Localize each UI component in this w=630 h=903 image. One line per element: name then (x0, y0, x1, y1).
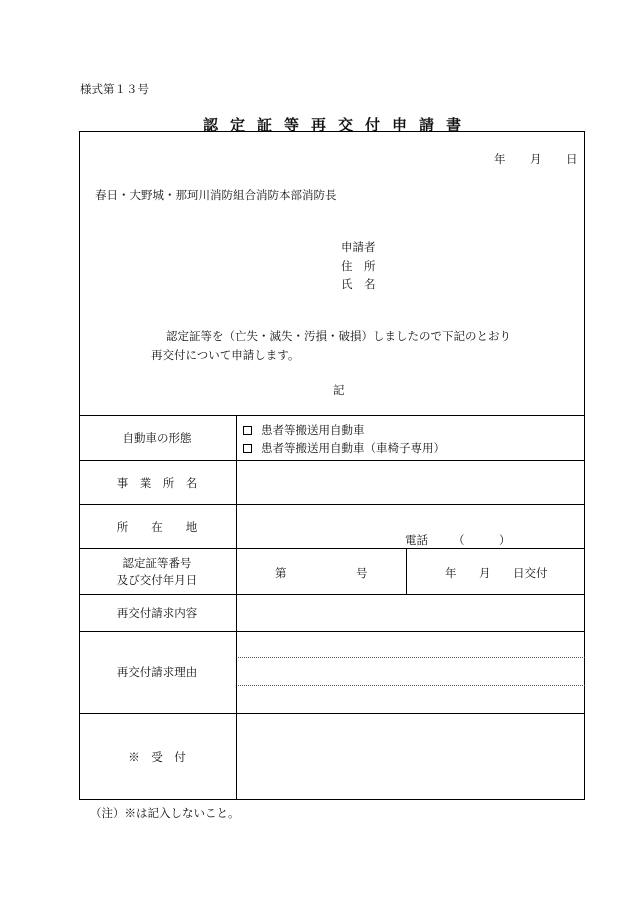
checkbox-icon[interactable] (243, 444, 252, 453)
phone-field[interactable]: （ ） (453, 533, 511, 547)
office-name-label: 事 業 所 名 (116, 476, 198, 490)
ki-label: 記 (333, 383, 345, 397)
request-reason-field[interactable] (237, 632, 584, 712)
date-month-label: 月 (530, 152, 542, 166)
phone-label: 電話 (405, 533, 428, 547)
certificate-issued-label: 日交付 (513, 566, 548, 580)
office-name-field[interactable] (237, 461, 584, 503)
table-top-border (79, 415, 585, 416)
reception-field (237, 714, 584, 799)
applicant-name-label: 氏 名 (341, 277, 376, 291)
checkbox-icon[interactable] (243, 426, 252, 435)
date-year-label: 年 (494, 152, 506, 166)
request-content-field[interactable] (237, 595, 584, 630)
vehicle-form-label: 自動車の形態 (122, 431, 192, 445)
addressee: 春日・大野城・那珂川消防組合消防本部消防長 (95, 188, 337, 202)
statement-line-2: 再交付について申請します。 (151, 348, 300, 362)
certificate-month-label: 月 (479, 566, 491, 580)
certificate-label-line-2: 及び交付年月日 (116, 573, 198, 587)
location-label: 所 在 地 (116, 520, 198, 534)
applicant-address-label: 住 所 (341, 259, 376, 273)
certificate-column-divider (406, 548, 407, 594)
row-divider (79, 548, 585, 549)
request-reason-label: 再交付請求理由 (116, 665, 198, 679)
date-day-label: 日 (566, 152, 578, 166)
certificate-year-label: 年 (445, 566, 457, 580)
form-number: 様式第１３号 (80, 82, 149, 96)
certificate-number-suffix: 号 (356, 566, 368, 580)
certificate-number-prefix: 第 (275, 566, 287, 580)
certificate-number-field[interactable] (290, 562, 352, 580)
applicant-heading: 申請者 (341, 240, 376, 254)
statement-line-1: 認定証等を（亡失・滅失・汚損・破損）しましたので下記のとおり (166, 329, 511, 343)
vehicle-option-wheelchair[interactable] (243, 441, 445, 455)
form-title: 認定証等再交付申請書 (203, 116, 474, 134)
vehicle-option-label: 患者等搬送用自動車（車椅子専用） (261, 441, 445, 455)
reception-label: ※ 受 付 (128, 750, 186, 764)
certificate-label-line-1: 認定証等番号 (122, 556, 192, 570)
vehicle-option-standard[interactable] (243, 423, 365, 437)
vehicle-option-label: 患者等搬送用自動車 (261, 423, 365, 437)
location-field[interactable] (237, 505, 584, 529)
footnote: （注）※は記入しないこと。 (90, 806, 240, 820)
request-content-label: 再交付請求内容 (116, 606, 198, 620)
